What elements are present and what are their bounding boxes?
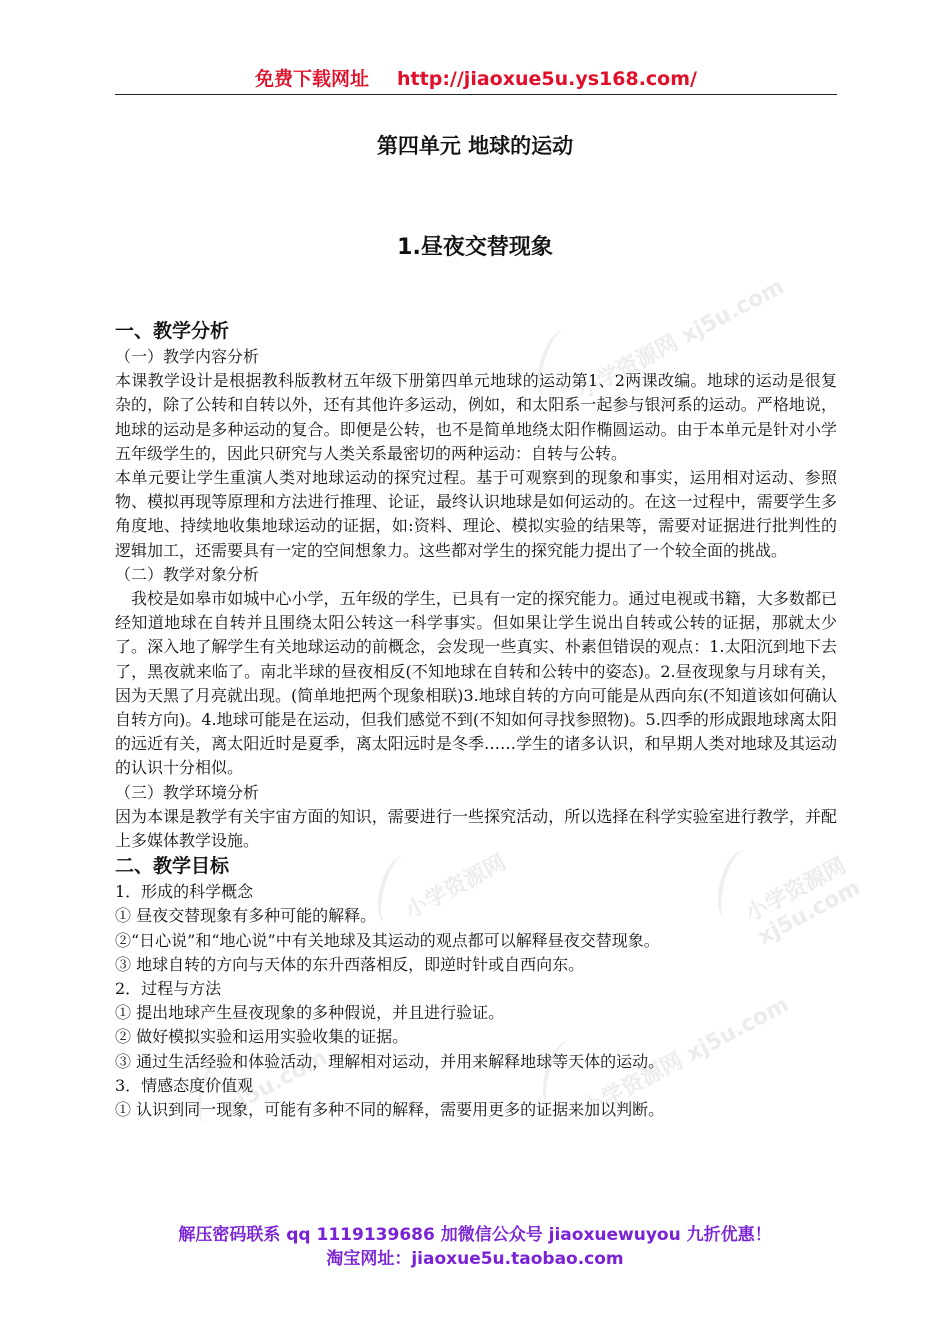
list-item: ① 昼夜交替现象有多种可能的解释。	[115, 906, 377, 926]
subsection-heading: （一）教学内容分析	[115, 347, 260, 366]
paragraph: 我校是如皋市如城中心小学，五年级的学生，已具有一定的探究能力。通过电视或书籍，大多数都已经知道地球在自转并且围绕太阳公转这一科学事实。但如果让学生说出自转或公转的证据，那就太少了。深入地了解学生有关地球运动的前概念，会发现一些真实、朴素但错误的观点：1.太阳沉到地下去了，黑夜就来临了。南北半球的昼夜相反(不知地球在自转和公转中的姿态)。2.昼夜现象与月球有关，因为天黑了月亮就出现。(简单地把两个现象相联)3.地球自转的方向可能是从西向东(不知道该如何确认自转方向)。4.地球可能是在运动，但我们感觉不到(不知如何寻找参照物)。5.四季的形成跟地球离太阳的远近有关，离太阳近时是夏季，离太阳远时是冬季……学生的诸多认识，和早期人类对地球及其运动的认识十分相似。	[115, 589, 837, 778]
watermark: 小学资源网 xj5u.com	[573, 274, 789, 405]
list-item: ②“日心说”和“地心说”中有关地球及其运动的观点都可以解释昼夜交替现象。	[115, 930, 660, 950]
watermark: 小学资源网 xj5u.com	[741, 853, 865, 951]
paragraph: 因为本课是教学有关宇宙方面的知识，需要进行一些探究活动，所以选择在科学实验室进行教学，并配上多媒体教学设施。	[115, 806, 837, 851]
lesson-title: 1.昼夜交替现象	[397, 235, 553, 260]
subsection-heading: （三）教学环境分析	[115, 782, 260, 802]
paragraph: 本单元要让学生重演人类对地球运动的探究过程。基于可观察到的现象和事实，运用相对运动、参照物、模拟再现等原理和方法进行推理、论证，最终认识地球是如何运动的。在这一过程中，需要学生多角度地、持续地收集地球运动的证据，如:资料、理论、模拟实验的结果等，需要对证据进行批判性的逻辑加工，还需要具有一定的空间想象力。这些都对学生的探究能力提出了一个较全面的挑战。	[115, 468, 837, 560]
header-label: 免费下载网址	[255, 68, 370, 90]
footer-shop-url[interactable]: 淘宝网址：jiaoxue5u.taobao.com	[326, 1249, 624, 1269]
section-heading: 一、教学分析	[115, 320, 230, 342]
list-item: ① 提出地球产生昼夜现象的多种假说，并且进行验证。	[115, 1003, 505, 1023]
goal-heading: 3．情感态度价值观	[115, 1075, 254, 1095]
goal-heading: 1．形成的科学概念	[115, 882, 254, 902]
list-item: ③ 地球自转的方向与天体的东升西落相反，即逆时针或自西向东。	[115, 954, 585, 974]
subsection-heading: （二）教学对象分析	[115, 564, 260, 584]
list-item: ① 认识到同一现象，可能有多种不同的解释，需要用更多的证据来加以判断。	[115, 1100, 665, 1120]
goal-heading: 2．过程与方法	[115, 979, 222, 999]
list-item: ③ 通过生活经验和体验活动，理解相对运动，并用来解释地球等天体的运动。	[115, 1051, 665, 1071]
section-heading: 二、教学目标	[115, 855, 230, 878]
page-header	[115, 66, 837, 95]
paragraph: 本课教学设计是根据教科版教材五年级下册第四单元地球的运动第1、2两课改编。地球的运动是很复杂的，除了公转和自转以外，还有其他许多运动，例如，和太阳系一起参与银河系的运动。严格地说，地球的运动是多种运动的复合。即便是公转，也不是简单地绕太阳作椭圆运动。由于本单元是针对小学五年级学生的，因此只研究与人类关系最密切的两种运动：自转与公转。	[115, 371, 837, 463]
watermark: xj5u.com	[220, 1045, 332, 1120]
watermark: 小学资源网	[401, 850, 511, 925]
header-url[interactable]: http://jiaoxue5u.ys168.com/	[397, 68, 697, 90]
footer-contact: 解压密码联系 qq 1119139686 加微信公众号 jiaoxuewuyou 九折优惠！	[178, 1225, 772, 1245]
watermark: 小学资源网 xj5u.com	[578, 992, 794, 1123]
document-body	[115, 318, 837, 1122]
unit-title: 第四单元 地球的运动	[376, 134, 574, 158]
list-item: ② 做好模拟实验和运用实验收集的证据。	[115, 1027, 409, 1047]
